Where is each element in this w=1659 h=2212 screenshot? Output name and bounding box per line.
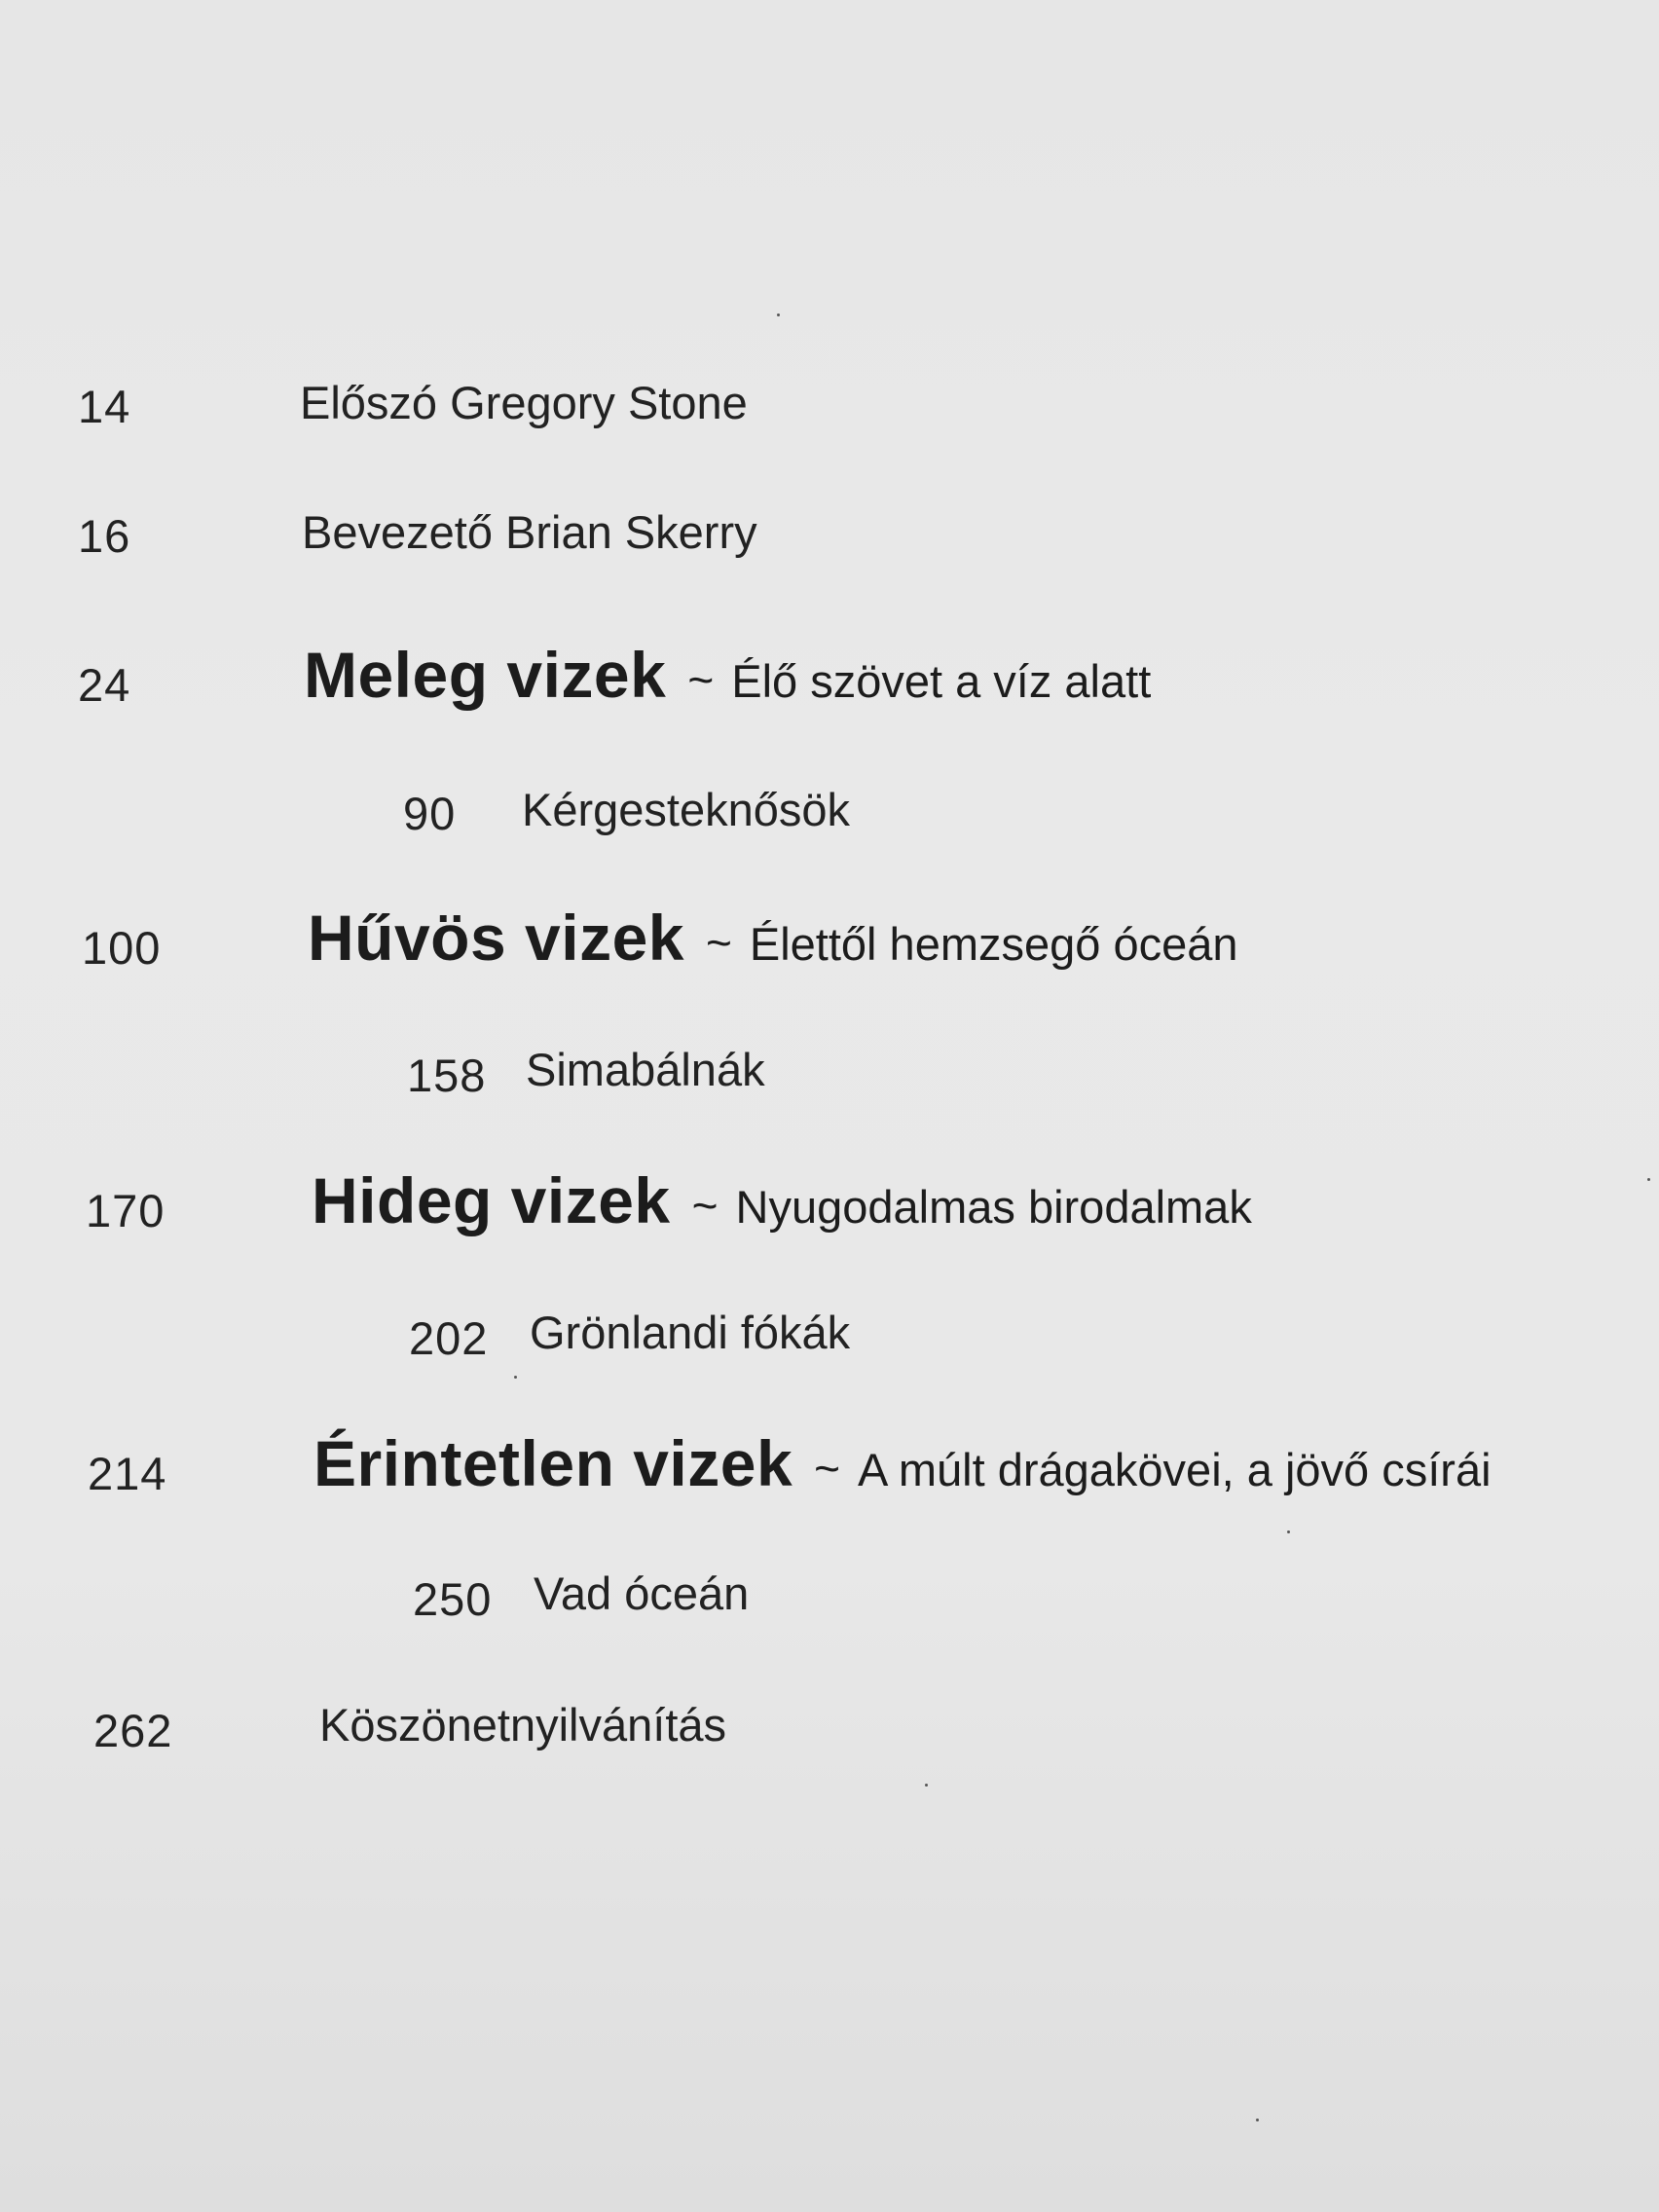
- page-number: 214: [88, 1448, 167, 1499]
- toc-section: [0, 1044, 1659, 1105]
- chapter-subtitle: Nyugodalmas birodalmak: [735, 1181, 1252, 1233]
- paper-speck: [925, 1784, 928, 1787]
- toc-chapter: [0, 639, 1659, 720]
- page-number: 202: [409, 1312, 489, 1364]
- separator: ~: [814, 1443, 841, 1493]
- chapter-subtitle: A múlt drágakövei, a jövő csírái: [858, 1444, 1492, 1495]
- entry-title: Köszönetnyilvánítás: [319, 1699, 727, 1751]
- entry-title: Bevezető Brian Skerry: [302, 506, 757, 558]
- chapter-title: Hideg vizek: [312, 1164, 671, 1236]
- separator: ~: [687, 654, 715, 705]
- section-title: Simabálnák: [526, 1044, 765, 1095]
- page-number: 16: [78, 510, 131, 562]
- paper-speck: [1256, 2119, 1259, 2121]
- page-number: 158: [407, 1050, 487, 1101]
- separator: ~: [706, 917, 732, 968]
- chapter-subtitle: Élettől hemzsegő óceán: [749, 918, 1238, 970]
- toc-section: [0, 784, 1659, 845]
- toc-section: [0, 1567, 1659, 1629]
- toc-entry-foreword: [0, 377, 1659, 438]
- section-title: Kérgesteknősök: [522, 784, 851, 835]
- separator: ~: [691, 1180, 719, 1231]
- paper-speck: [777, 313, 780, 316]
- chapter-heading: [308, 902, 1238, 974]
- section-title: Grönlandi fókák: [530, 1307, 851, 1358]
- page-number: 100: [82, 922, 162, 974]
- toc-chapter: [0, 902, 1659, 983]
- page-number: 170: [86, 1185, 166, 1236]
- entry-title: Előszó Gregory Stone: [300, 377, 748, 428]
- page-number: 24: [78, 659, 131, 711]
- chapter-heading: [304, 639, 1152, 711]
- toc-chapter: [0, 1427, 1659, 1509]
- toc-chapter: [0, 1164, 1659, 1246]
- page-number: 250: [413, 1573, 493, 1625]
- chapter-title: Érintetlen vizek: [313, 1427, 793, 1499]
- chapter-title: Meleg vizek: [304, 639, 667, 711]
- paper-speck: [514, 1376, 517, 1379]
- page-number: 262: [93, 1705, 173, 1756]
- paper-speck: [1647, 1178, 1650, 1181]
- toc-entry-acknowledgements: [0, 1699, 1659, 1760]
- section-title: Vad óceán: [534, 1567, 750, 1619]
- page-number: 14: [78, 381, 131, 432]
- chapter-heading: [312, 1164, 1252, 1236]
- toc-section: [0, 1309, 1659, 1368]
- chapter-title: Hűvös vizek: [308, 902, 684, 974]
- paper-speck: [1287, 1530, 1290, 1533]
- chapter-subtitle: Élő szövet a víz alatt: [731, 655, 1152, 707]
- chapter-heading: [313, 1427, 1492, 1499]
- page-number: 90: [403, 788, 457, 839]
- toc-entry-introduction: [0, 506, 1659, 568]
